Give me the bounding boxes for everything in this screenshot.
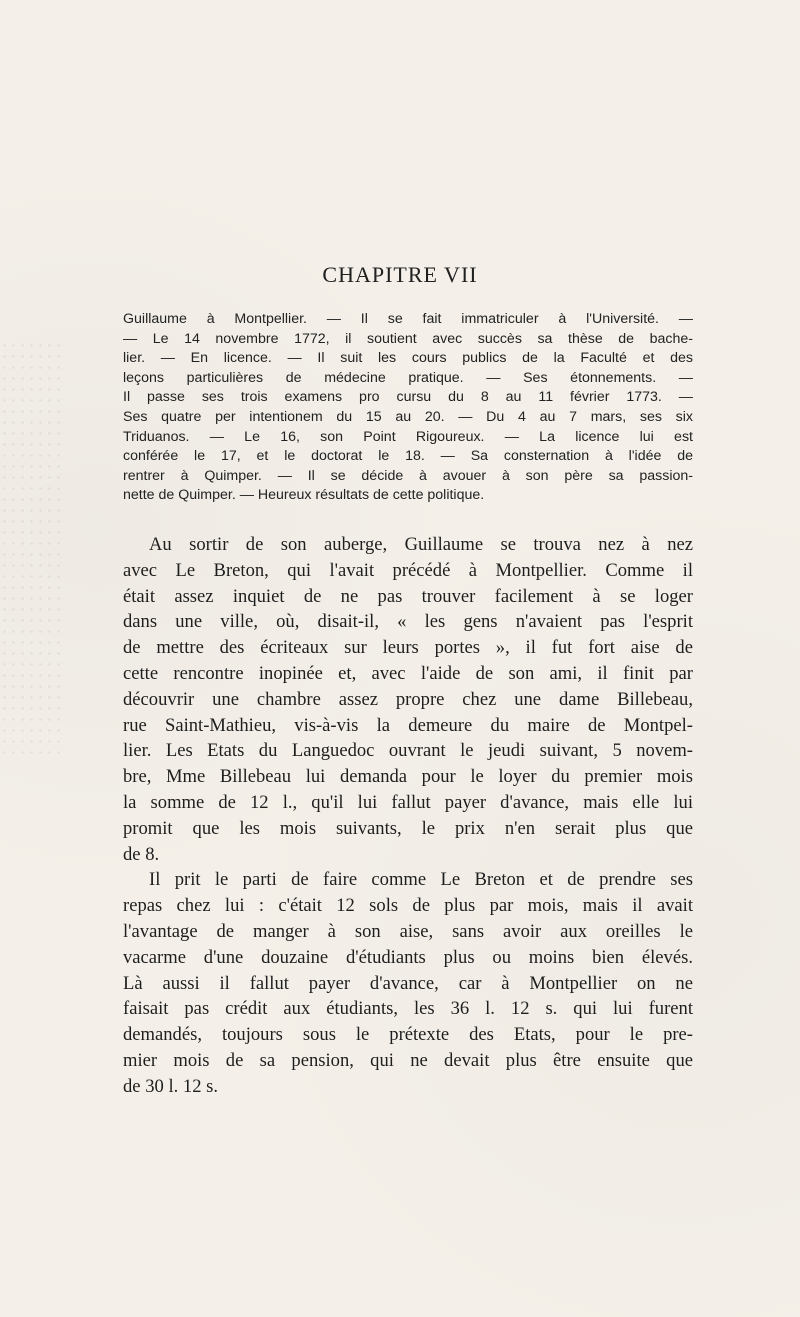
paragraph-line: mier mois de sa pension, qui ne devait plus être ensuite que bbox=[123, 1049, 693, 1071]
summary-line: — Le 14 novembre 1772, il soutient avec succès sa thèse de bache- bbox=[123, 330, 693, 347]
margin-stain bbox=[0, 340, 60, 760]
paragraph-line: avec Le Breton, qui l'avait précédé à Montpellier. Comme il bbox=[123, 559, 693, 581]
summary-line: Il passe ses trois examens pro cursu du 8 au 11 février 1773. — bbox=[123, 389, 693, 406]
paragraph-line: lier. Les Etats du Languedoc ouvrant le jeudi suivant, 5 novem- bbox=[123, 740, 693, 762]
paragraph-line: rue Saint-Mathieu, vis-à-vis la demeure du maire de Montpel- bbox=[123, 714, 693, 736]
paragraph-line: bre, Mme Billebeau lui demanda pour le loyer du premier mois bbox=[123, 766, 693, 788]
summary-line: nette de Quimper. — Heureux résultats de cette politique. bbox=[123, 487, 485, 504]
summary-line: lier. — En licence. — Il suit les cours publics de la Faculté et des bbox=[123, 350, 693, 367]
summary-line: leçons particulières de médecine pratique. — Ses étonnements. — bbox=[123, 369, 693, 386]
summary-line: Triduanos. — Le 16, son Point Rigoureux. — La licence lui est bbox=[123, 428, 693, 445]
paragraph-line: vacarme d'une douzaine d'étudiants plus ou moins bien élevés. bbox=[123, 946, 693, 968]
paragraph-line: faisait pas crédit aux étudiants, les 36 l. 12 s. qui lui furent bbox=[123, 998, 693, 1020]
summary-line: rentrer à Quimper. — Il se décide à avouer à son père sa passion- bbox=[123, 467, 693, 484]
paragraph-line: de mettre des écriteaux sur leurs portes », il fut fort aise de bbox=[123, 637, 693, 659]
paragraph-line: Il prit le parti de faire comme Le Breton et de prendre ses bbox=[149, 869, 693, 891]
paragraph-2 bbox=[123, 867, 693, 1099]
paragraph-line: Là aussi il fallut payer d'avance, car à Montpellier on ne bbox=[123, 972, 693, 994]
paragraph-line: était assez inquiet de ne pas trouver facilement à se loger bbox=[123, 585, 693, 607]
paragraph-line: Au sortir de son auberge, Guillaume se trouva nez à nez bbox=[149, 534, 693, 555]
paragraph-line: promit que les mois suivants, le prix n'en serait plus que bbox=[123, 817, 693, 839]
chapter-summary bbox=[123, 310, 693, 506]
chapter-body bbox=[123, 532, 693, 1100]
paragraph-line: demandés, toujours sous le prétexte des Etats, pour le pre- bbox=[123, 1024, 693, 1046]
summary-line: Guillaume à Montpellier. — Il se fait immatriculer à l'Université. — bbox=[123, 311, 693, 327]
paragraph-line: de 30 l. 12 s. bbox=[123, 1075, 219, 1097]
summary-line: conférée le 17, et le doctorat le 18. — Sa consternation à l'idée de bbox=[123, 448, 693, 465]
paragraph-line: découvrir une chambre assez propre chez une dame Billebeau, bbox=[123, 688, 693, 710]
paragraph-line: cette rencontre inopinée et, avec l'aide de son ami, il finit par bbox=[123, 662, 693, 684]
paragraph-line: dans une ville, où, disait-il, « les gens n'avaient pas l'esprit bbox=[123, 611, 693, 633]
paragraph-line: l'avantage de manger à son aise, sans avoir aux oreilles le bbox=[123, 920, 693, 942]
paragraph-1 bbox=[123, 532, 693, 867]
paragraph-line: de 8. bbox=[123, 843, 160, 865]
summary-line: Ses quatre per intentionem du 15 au 20. — Du 4 au 7 mars, ses six bbox=[123, 408, 693, 425]
paragraph-line: la somme de 12 l., qu'il lui fallut payer d'avance, mais elle lui bbox=[123, 791, 693, 813]
chapter-title: CHAPITRE VII bbox=[322, 262, 478, 287]
paragraph-line: repas chez lui : c'était 12 sols de plus par mois, mais il avait bbox=[123, 895, 693, 917]
